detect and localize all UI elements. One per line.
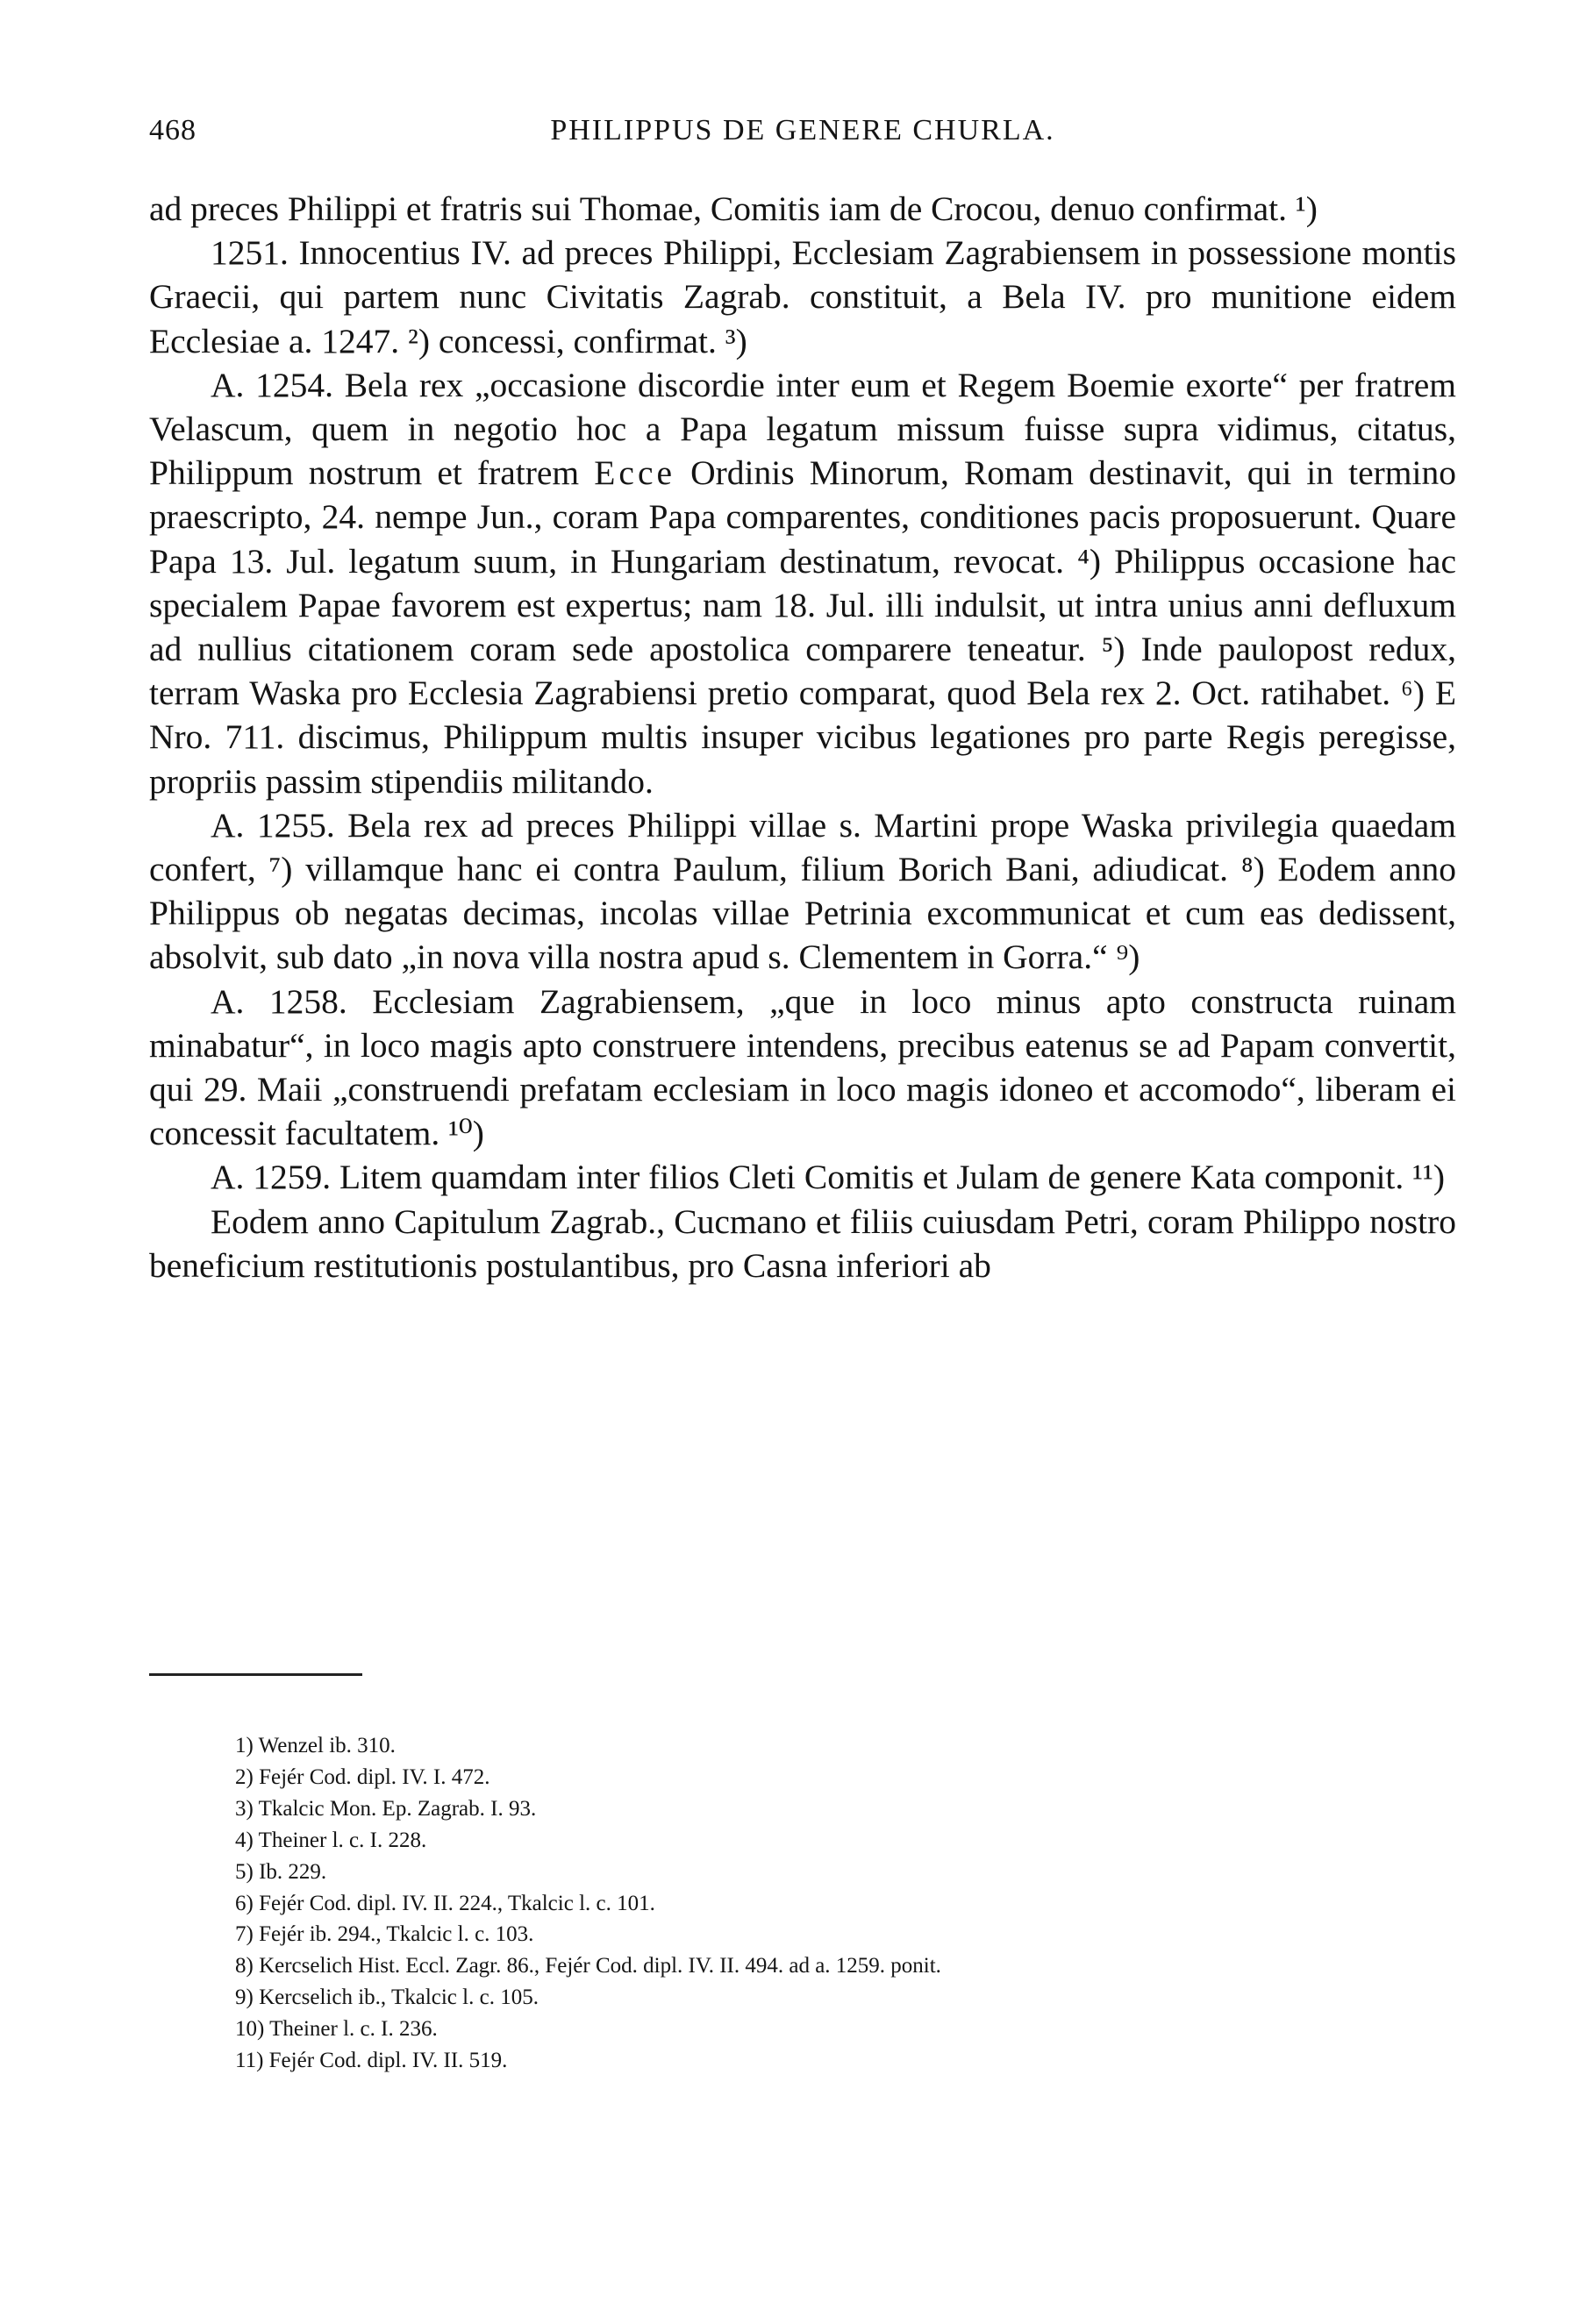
paragraph-1259: A. 1259. Litem quamdam inter filios Cleti Comitis et Julam de genere Kata componit. ¹¹) — [211, 1158, 1445, 1197]
footnote-divider — [149, 1673, 362, 1676]
page-number: 468 — [149, 114, 196, 146]
body-text — [149, 187, 1456, 1287]
footnote: 7) Fejér ib. 294., Tkalcic l. c. 103. — [235, 1922, 534, 1947]
running-title: PHILIPPUS DE GENERE CHURLA. — [550, 114, 1055, 146]
paragraph-eodem-anno: Eodem anno Capitulum Zagrab., Cucmano et filiis cuiusdam Petri, coram Philippo nostro beneficium restitutionis postulantibus, pro Casna inferiori ab — [149, 1201, 1456, 1285]
paragraph-1: ad preces Philippi et fratris sui Thomae, Comitis iam de Crocou, denuo confirmat. ¹) — [149, 189, 1318, 228]
paragraph-1251: 1251. Innocentius IV. ad preces Philippi, Ecclesiam Zagrabiensem in possessione montis Graecii, qui partem nunc Civitatis Zagrab. constituit, a Bela IV. pro munitione eidem Ecclesiae a. 1247. ²) concessi, confirmat. ³) — [149, 233, 1456, 360]
paragraph-1254-part-a: A. 1254. Bela rex „occasione discordie inter eum et Regem Boemie exorte“ per fratrem Velascum, quem in negotio hoc a Papa legatum missum fuisse supra vidimus, citatus, Philippum nostrum et fratrem — [149, 365, 1456, 493]
footnote: 8) Kercselich Hist. Eccl. Zagr. 86., Fejér Cod. dipl. IV. II. 494. ad a. 1259. ponit. — [235, 1954, 941, 1978]
footnote: 11) Fejér Cod. dipl. IV. II. 519. — [235, 2049, 508, 2073]
footnote: 5) Ib. 229. — [235, 1859, 327, 1884]
name-ecce: Ecce — [594, 453, 676, 493]
paragraph-1255: A. 1255. Bela rex ad preces Philippi villae s. Martini prope Waska privilegia quaedam confert, ⁷) villamque hanc ei contra Paulum, filium Borich Bani, adiudicat. ⁸) Eodem anno Philippus ob negatas decimas, incolas villae Petrinia excommunicat et cum eas dedissent, absolvit, sub dato „in nova villa nostra apud s. Clementem in Gorra.“ ⁹) — [149, 805, 1456, 977]
running-head — [149, 114, 1456, 158]
footnote: 10) Theiner l. c. I. 236. — [235, 2017, 438, 2042]
footnote: 2) Fejér Cod. dipl. IV. I. 472. — [235, 1764, 490, 1789]
paragraph-1254 — [149, 363, 1456, 803]
footnote: 9) Kercselich ib., Tkalcic l. c. 105. — [235, 1985, 539, 2010]
paragraph-1254-part-b: Ordinis Minorum, Romam destinavit, qui in termino praescripto, 24. nempe Jun., coram Papa comparentes, conditiones pacis proposuerunt. Quare Papa 13. Jul. legatum suum, in Hungariam destinatum, revocat. ⁴) Philippus occasione hac specialem Papae favorem est expertus; nam 18. Jul. illi indulsit, ut intra unius anni defluxum ad nullius citationem coram sede apostolica comparere teneatur. ⁵) Inde paulopost redux, terram Waska pro Ecclesia Zagrabiensi pretio comparat, quod Bela rex 2. Oct. ratihabet. ⁶) E Nro. 711. discimus, Philippum multis insuper vicibus legationes pro parte Regis peregisse, propriis passim stipendiis militando. — [149, 453, 1456, 801]
footnotes — [235, 1730, 1375, 2077]
footnote: 1) Wenzel ib. 310. — [235, 1734, 396, 1757]
footnote: 4) Theiner l. c. I. 228. — [235, 1828, 427, 1852]
paragraph-1258: A. 1258. Ecclesiam Zagrabiensem, „que in loco minus apto constructa ruinam minabatur“, in loco magis apto construere intendens, precibus eatenus se ad Papam convertit, qui 29. Maii „construendi prefatam ecclesiam in loco magis idoneo et accomodo“, liberam ei concessit facultatem. ¹⁰) — [149, 981, 1456, 1153]
footnote: 3) Tkalcic Mon. Ep. Zagrab. I. 93. — [235, 1796, 537, 1821]
footnote: 6) Fejér Cod. dipl. IV. II. 224., Tkalcic l. c. 101. — [235, 1891, 655, 1915]
